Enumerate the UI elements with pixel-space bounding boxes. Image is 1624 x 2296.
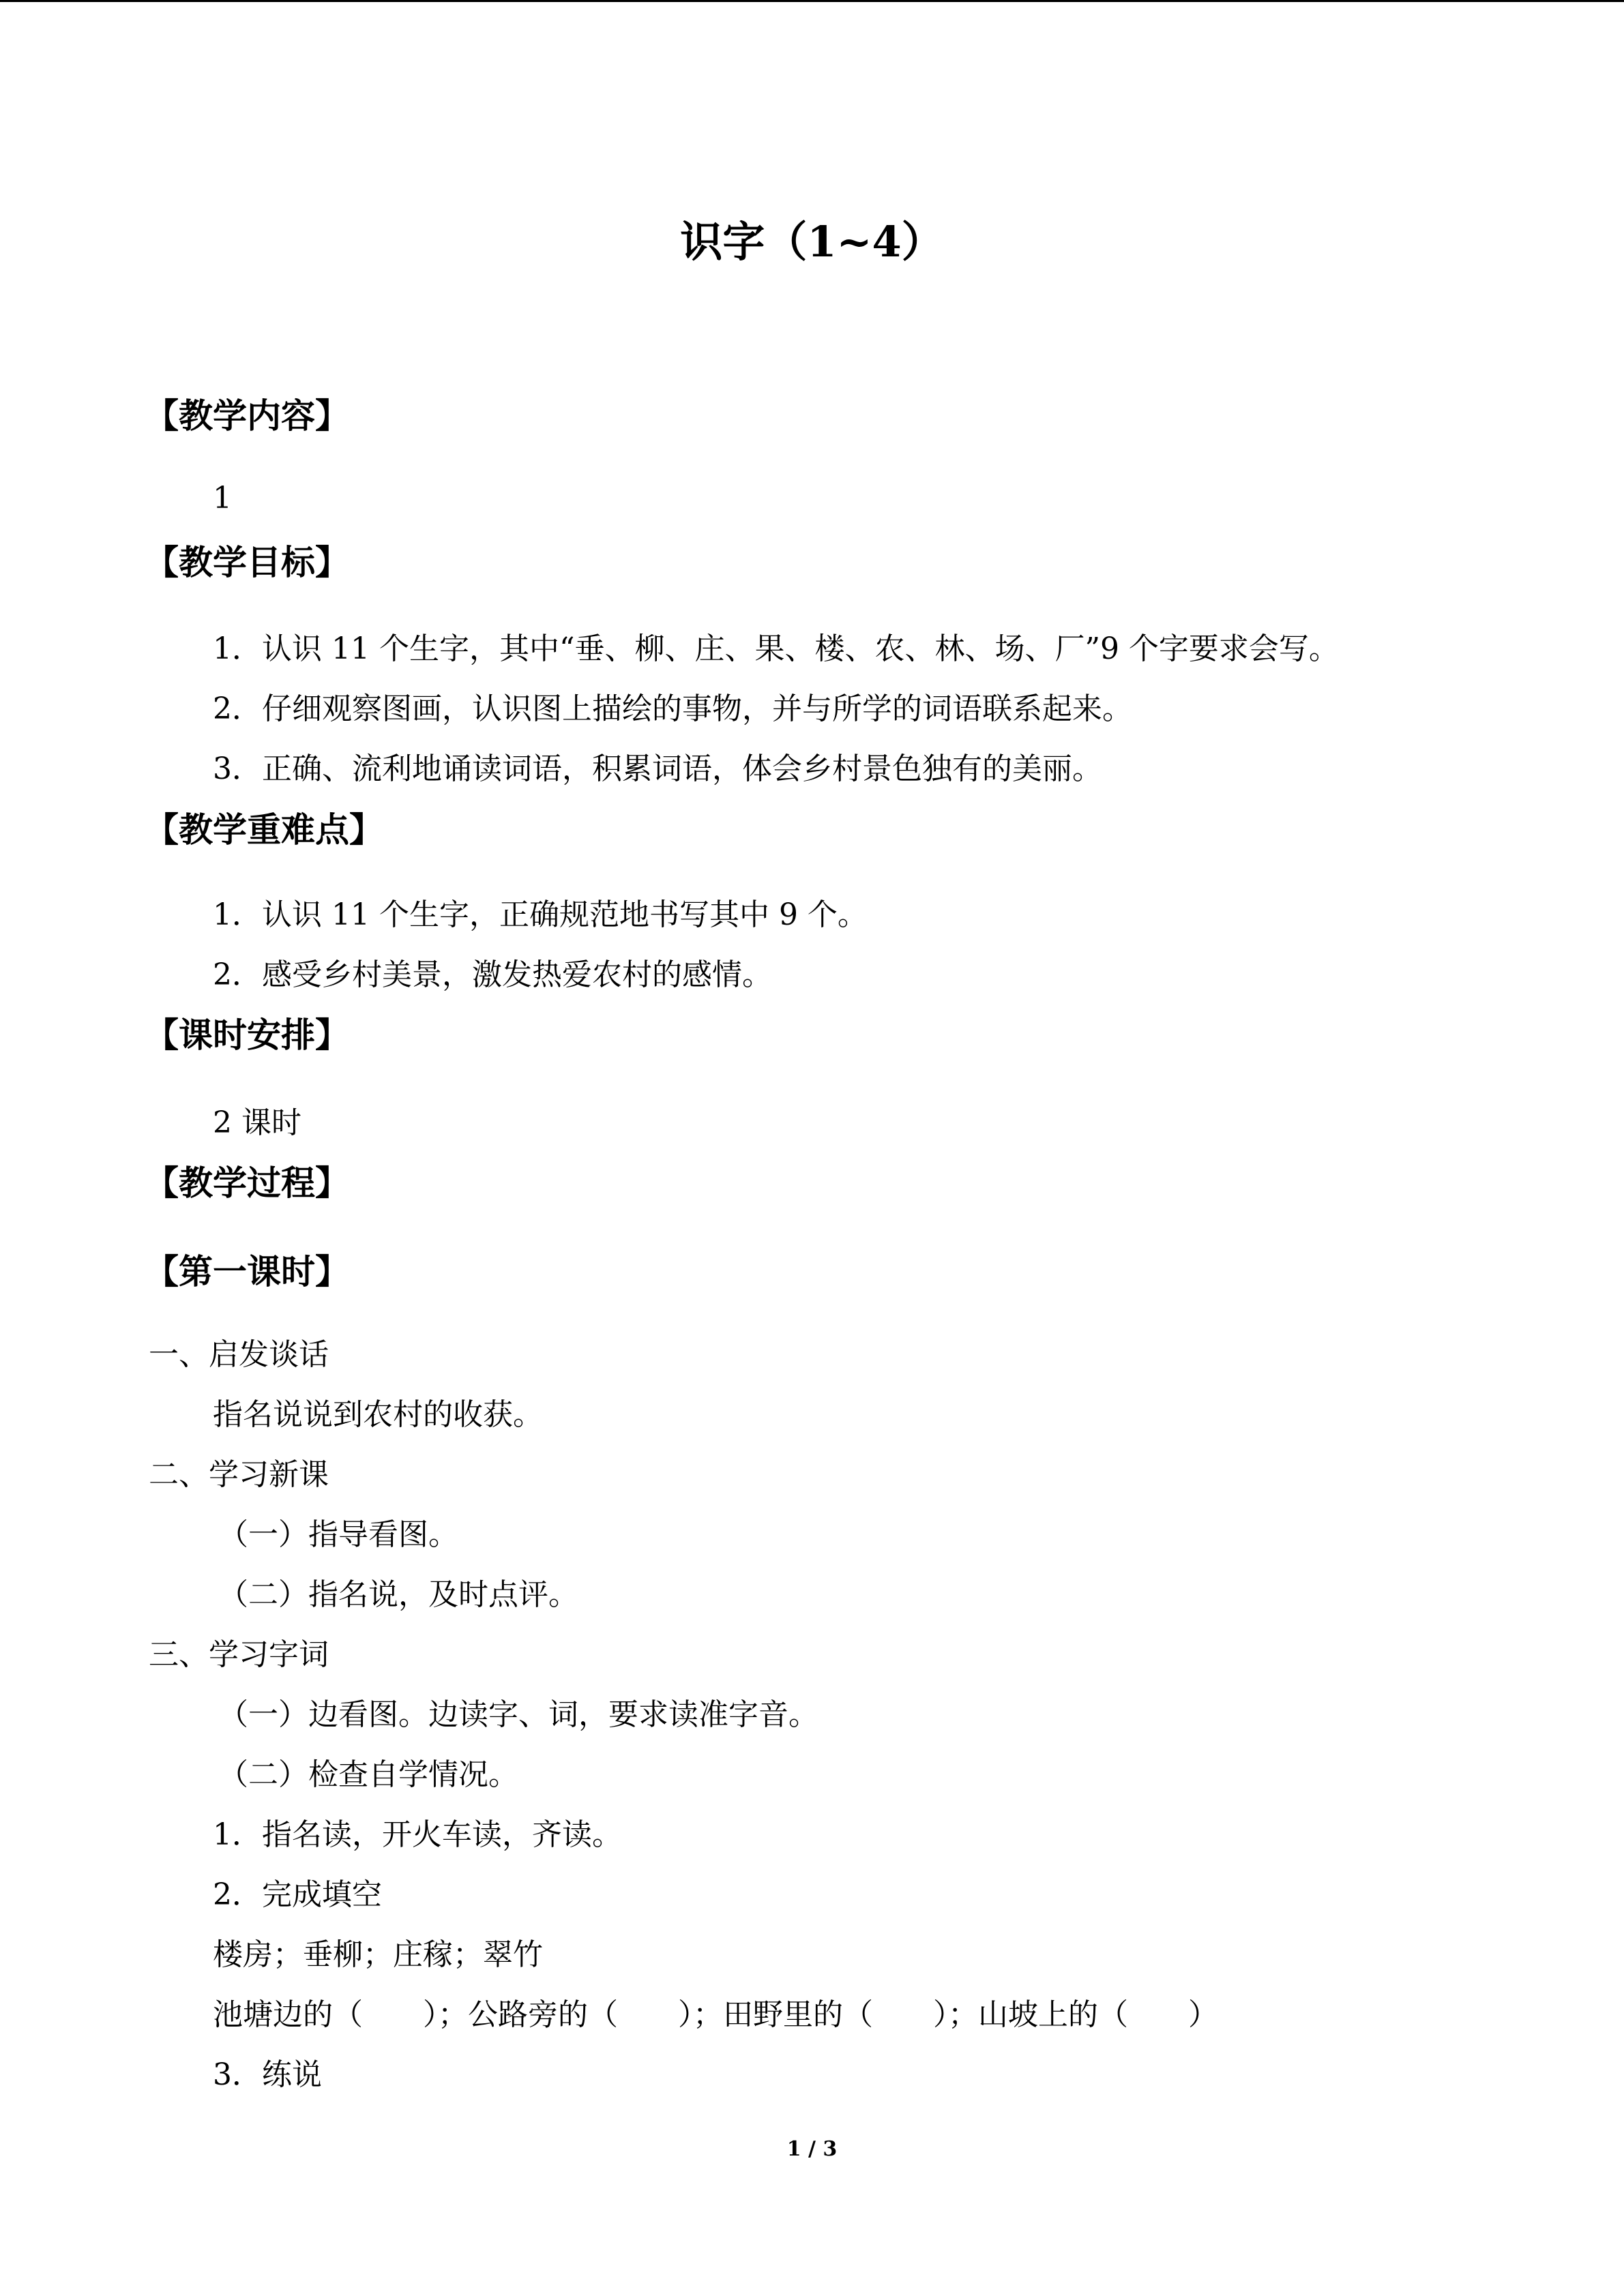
step-3-item-2: （二）检查自学情况。: [218, 1757, 518, 1792]
step-2-item-2: （二）指名说，及时点评。: [218, 1577, 578, 1612]
teaching-content-value: 1: [213, 481, 232, 516]
heading-schedule: 【课时安排】: [145, 1015, 349, 1055]
fill-in-blank-line: 池塘边的（ ）；公路旁的（ ）；田野里的（ ）；山坡上的（ ）: [213, 1997, 1218, 2032]
document-title: 识字（1~4）: [680, 217, 944, 267]
step-2-item-1: （一）指导看图。: [218, 1517, 458, 1552]
step-3-sub-3: 3．练说: [213, 2057, 322, 2092]
page-top-border: [0, 0, 1624, 2]
step-3-sub-2: 2．完成填空: [213, 1877, 382, 1912]
step-3-sub-1: 1．指名读，开火车读，齐读。: [213, 1817, 622, 1852]
heading-teaching-process: 【教学过程】: [145, 1163, 349, 1203]
heading-teaching-content: 【教学内容】: [145, 396, 349, 436]
page-indicator: 1 / 3: [786, 2137, 838, 2161]
step-2-title: 二、学习新课: [149, 1457, 329, 1492]
vocabulary-list: 楼房；垂柳；庄稼；翠竹: [213, 1937, 543, 1972]
keypoint-item-2: 2．感受乡村美景，激发热爱农村的感情。: [213, 957, 772, 992]
step-3-item-1: （一）边看图。边读字、词，要求读准字音。: [218, 1697, 818, 1732]
goal-item-2: 2．仔细观察图画，认识图上描绘的事物，并与所学的词语联系起来。: [213, 691, 1132, 726]
step-1-text: 指名说说到农村的收获。: [213, 1397, 543, 1432]
heading-teaching-goals: 【教学目标】: [145, 542, 349, 582]
heading-key-points: 【教学重难点】: [145, 809, 383, 850]
schedule-value: 2 课时: [213, 1105, 301, 1140]
step-3-title: 三、学习字词: [149, 1637, 329, 1672]
goal-item-3: 3．正确、流利地诵读词语，积累词语，体会乡村景色独有的美丽。: [213, 751, 1102, 786]
heading-first-lesson: 【第一课时】: [145, 1251, 349, 1292]
keypoint-item-1: 1．认识 11 个生字，正确规范地书写其中 9 个。: [213, 897, 868, 932]
goal-item-1: 1．认识 11 个生字，其中“垂、柳、庄、果、楼、农、林、场、厂”9 个字要求会写。: [213, 631, 1339, 666]
step-1-title: 一、启发谈话: [149, 1337, 329, 1372]
